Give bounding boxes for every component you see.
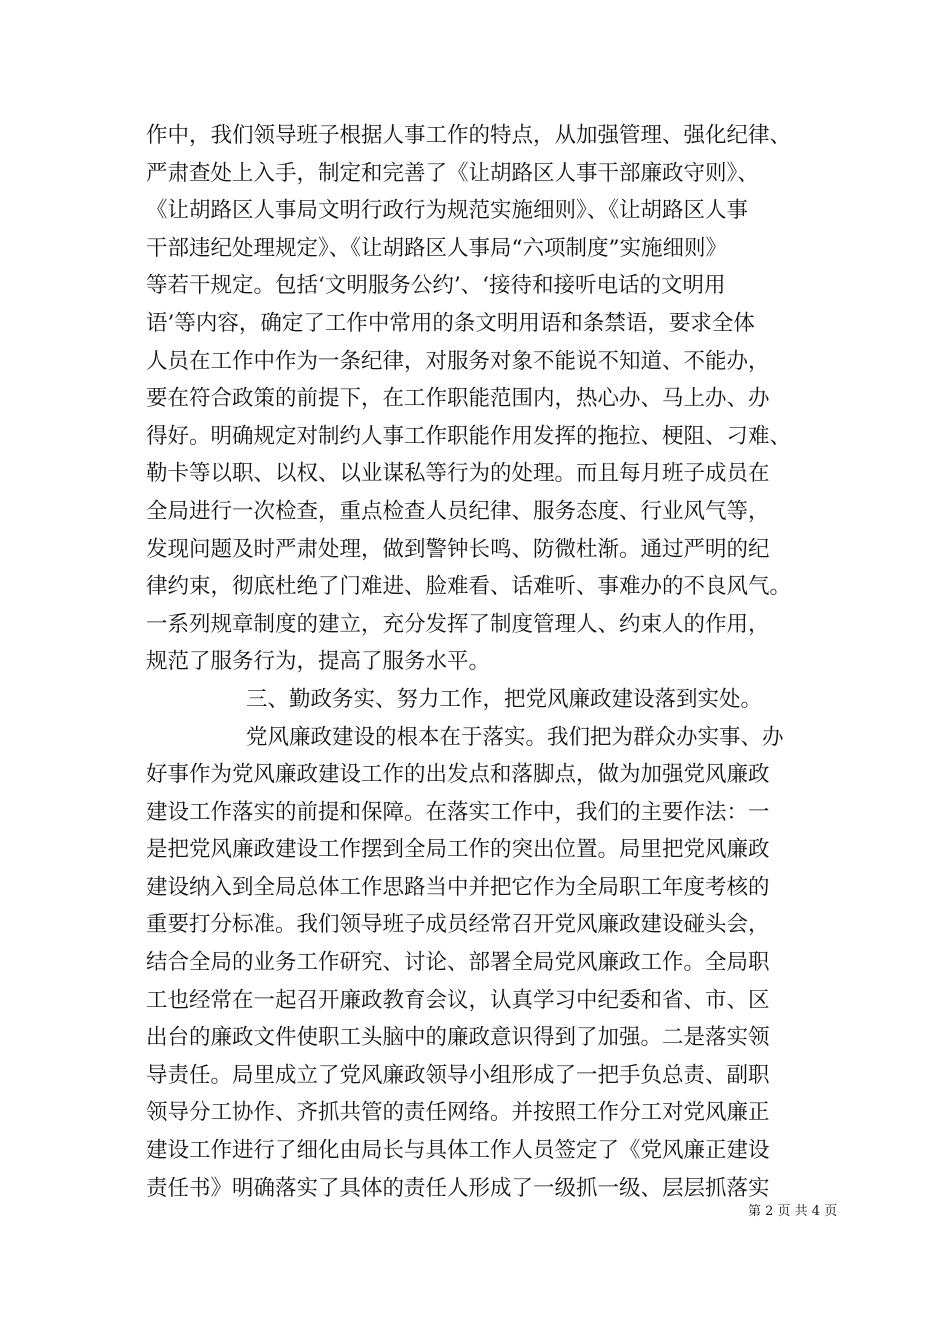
- section-heading: 三、勤政务实、努力工作，把党风廉政建设落到实处。: [246, 686, 763, 712]
- text-line: 语’等内容，确定了工作中常用的条文明用语和条禁语，要求全体: [146, 310, 755, 336]
- text-line: 规范了服务行为，提高了服务水平。: [146, 649, 491, 675]
- text-line: 作中，我们领导班子根据人事工作的特点，从加强管理、强化纪律、: [146, 123, 792, 148]
- text-line: 建设工作落实的前提和保障。在落实工作中，我们的主要作法：一: [146, 799, 770, 825]
- text-line: 律约束，彻底杜绝了门难进、脸难看、话难听、事难办的不良风气。: [146, 574, 792, 600]
- text-line: 得好。明确规定对制约人事工作职能作用发挥的拖拉、梗阻、刁难、: [146, 423, 792, 449]
- text-line: 党风廉政建设的根本在于落实。我们把为群众办实事、办: [246, 724, 784, 750]
- text-line: 建设纳入到全局总体工作思路当中并把它作为全局职工年度考核的: [146, 874, 770, 900]
- text-line: 一系列规章制度的建立，充分发挥了制度管理人、约束人的作用，: [146, 611, 770, 637]
- text-line: 重要打分标准。我们领导班子成员经常召开党风廉政建设碰头会，: [146, 912, 770, 938]
- text-line: 是把党风廉政建设工作摆到全局工作的突出位置。局里把党风廉政: [146, 837, 770, 863]
- text-line: 《让胡路区人事局文明行政行为规范实施细则》、《让胡路区人事: [146, 198, 749, 224]
- text-line: 责任书》明确落实了具体的责任人形成了一级抓一级、层层抓落实: [146, 1175, 770, 1201]
- text-line: 勒卡等以职、以权、以业谋私等行为的处理。而且每月班子成员在: [146, 461, 770, 487]
- text-line: 建设工作进行了细化由局长与具体工作人员签定了《党风廉正建设: [146, 1138, 770, 1164]
- text-line: 结合全局的业务工作研究、讨论、部署全局党风廉政工作。全局职: [146, 950, 770, 976]
- text-line: 干部违纪处理规定》、《让胡路区人事局“六项制度”实施细则》: [146, 235, 727, 261]
- page-number: 第 2 页 共 4 页: [748, 1204, 838, 1219]
- text-line: 好事作为党风廉政建设工作的出发点和落脚点，做为加强党风廉政: [146, 762, 770, 788]
- text-line: 发现问题及时严肃处理，做到警钟长鸣、防微杜渐。通过严明的纪: [146, 536, 770, 562]
- text-line: 工也经常在一起召开廉政教育会议，认真学习中纪委和省、市、区: [146, 987, 770, 1013]
- text-line: 全局进行一次检查，重点检查人员纪律、服务态度、行业风气等，: [146, 498, 770, 524]
- document-body: [146, 117, 826, 1207]
- text-line: 导责任。局里成立了党风廉政领导小组形成了一把手负总责、副职: [146, 1062, 770, 1088]
- text-line: 出台的廉政文件使职工头脑中的廉政意识得到了加强。二是落实领: [146, 1025, 770, 1051]
- text-line: 等若干规定。包括‘文明服务公约’、‘接待和接听电话的文明用: [146, 273, 726, 299]
- text-line: 要在符合政策的前提下，在工作职能范围内，热心办、马上办、办: [146, 386, 770, 412]
- text-line: 领导分工协作、齐抓共管的责任网络。并按照工作分工对党风廉正: [146, 1100, 770, 1126]
- text-line: 人员在工作中作为一条纪律，对服务对象不能说不知道、不能办，: [146, 348, 770, 374]
- text-line: 严肃查处上入手，制定和完善了《让胡路区人事干部廉政守则》、: [146, 160, 759, 186]
